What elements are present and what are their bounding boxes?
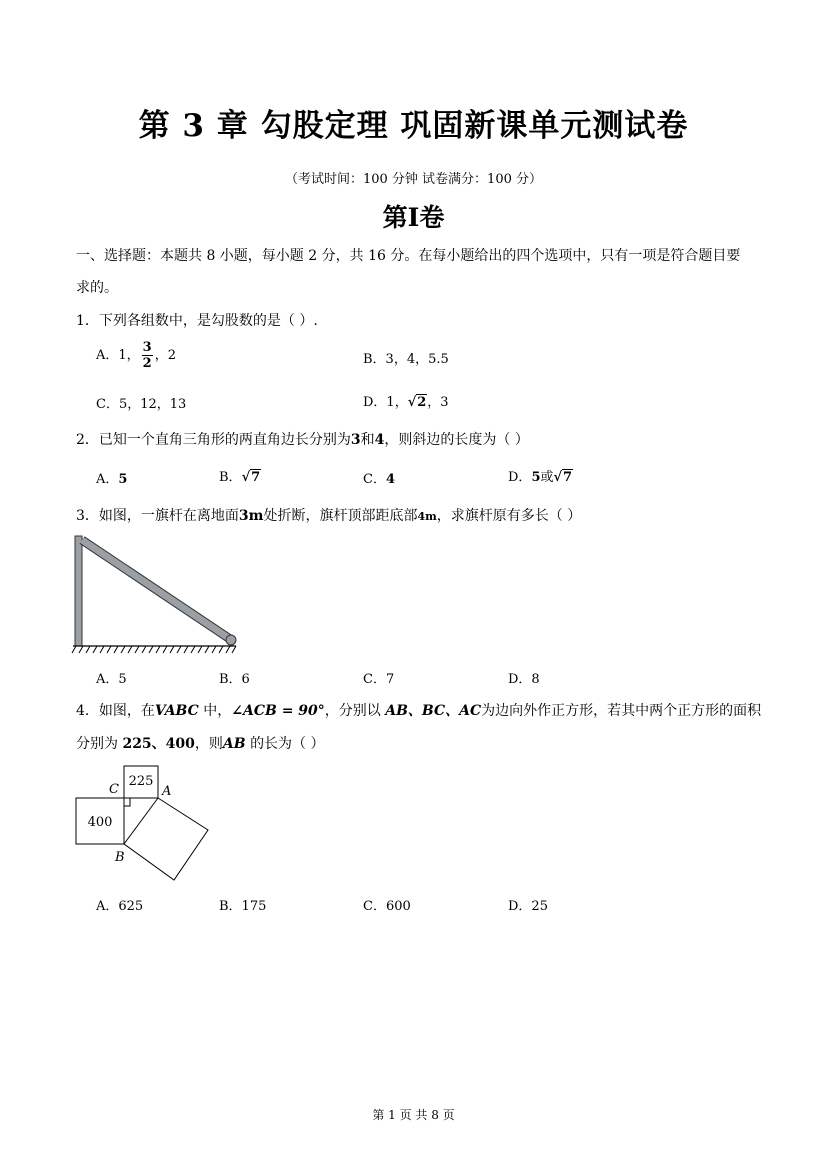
section-instructions-line1: 一、选择题：本题共 8 小题，每小题 2 分，共 16 分。在每小题给出的四个选项中，只有一项是符合题目要 bbox=[76, 248, 741, 264]
q3-option-a: A．5 bbox=[96, 672, 127, 687]
q4-stem-line2: 分别为 225、400，则AB 的长为（ ） bbox=[76, 736, 325, 752]
vertex-c: C bbox=[109, 782, 119, 797]
label-400: 400 bbox=[87, 815, 113, 830]
q1-option-b: B．3，4，5.5 bbox=[363, 352, 449, 367]
page-number: 第 1 页 共 8 页 bbox=[372, 1108, 455, 1122]
q4-option-c: C．600 bbox=[363, 899, 411, 914]
page-title: 第 3 章 勾股定理 巩固新课单元测试卷 bbox=[138, 108, 689, 144]
ground-hatching bbox=[72, 646, 236, 653]
q4-option-b: B．175 bbox=[219, 899, 267, 914]
q2-option-b: B．√7 bbox=[219, 470, 261, 485]
q4-option-a: A．625 bbox=[96, 899, 144, 914]
q4-stem-line1: 4．如图，在VABC 中，∠ACB = 90°，分别以 AB、BC、AC为边向外作正方形，若其中两个正方形的面积 bbox=[76, 703, 762, 719]
vertex-a: A bbox=[162, 784, 172, 799]
section-instructions-line2: 求的。 bbox=[76, 280, 118, 296]
q1-option-c: C．5，12，13 bbox=[96, 397, 187, 412]
q2-option-c: C．4 bbox=[363, 472, 395, 487]
q1-stem: 1．下列各组数中，是勾股数的是（ ）. bbox=[76, 313, 318, 329]
exam-info: （考试时间：100 分钟 试卷满分：100 分） bbox=[284, 172, 543, 187]
q2-stem: 2．已知一个直角三角形的两直角边长分别为3和4，则斜边的长度为（ ） bbox=[76, 432, 529, 448]
squares-figure bbox=[70, 760, 215, 885]
q4-option-d: D．25 bbox=[508, 899, 548, 914]
q3-option-c: C．7 bbox=[363, 672, 395, 687]
right-angle-mark bbox=[124, 798, 130, 806]
q1-option-a: A．1， $\frac{3}{2}$ ，2 bbox=[96, 340, 176, 371]
part-heading: 第I卷 bbox=[382, 203, 445, 232]
flagpole-base bbox=[75, 536, 82, 646]
fraction: $\frac{3}{2}$ bbox=[142, 340, 152, 371]
q2-option-a: A．5 bbox=[96, 472, 128, 487]
vertex-b: B bbox=[115, 850, 125, 865]
q3-option-b: B．6 bbox=[219, 672, 250, 687]
q3-option-d: D．8 bbox=[508, 672, 540, 687]
flagpole-figure bbox=[70, 532, 245, 657]
label-225: 225 bbox=[128, 774, 154, 789]
square-on-ab bbox=[124, 798, 208, 880]
q2-option-d: D．5或√7 bbox=[508, 470, 573, 485]
broken-pole bbox=[82, 540, 230, 639]
sqrt-expression: √2 bbox=[407, 395, 427, 410]
q3-stem: 3．如图，一旗杆在离地面3m处折断，旗杆顶部距底部4m，求旗杆原有多长（ ） bbox=[76, 508, 582, 524]
pole-top-ball bbox=[226, 635, 236, 645]
q1-option-d: D．1，√2，3 bbox=[363, 395, 449, 410]
